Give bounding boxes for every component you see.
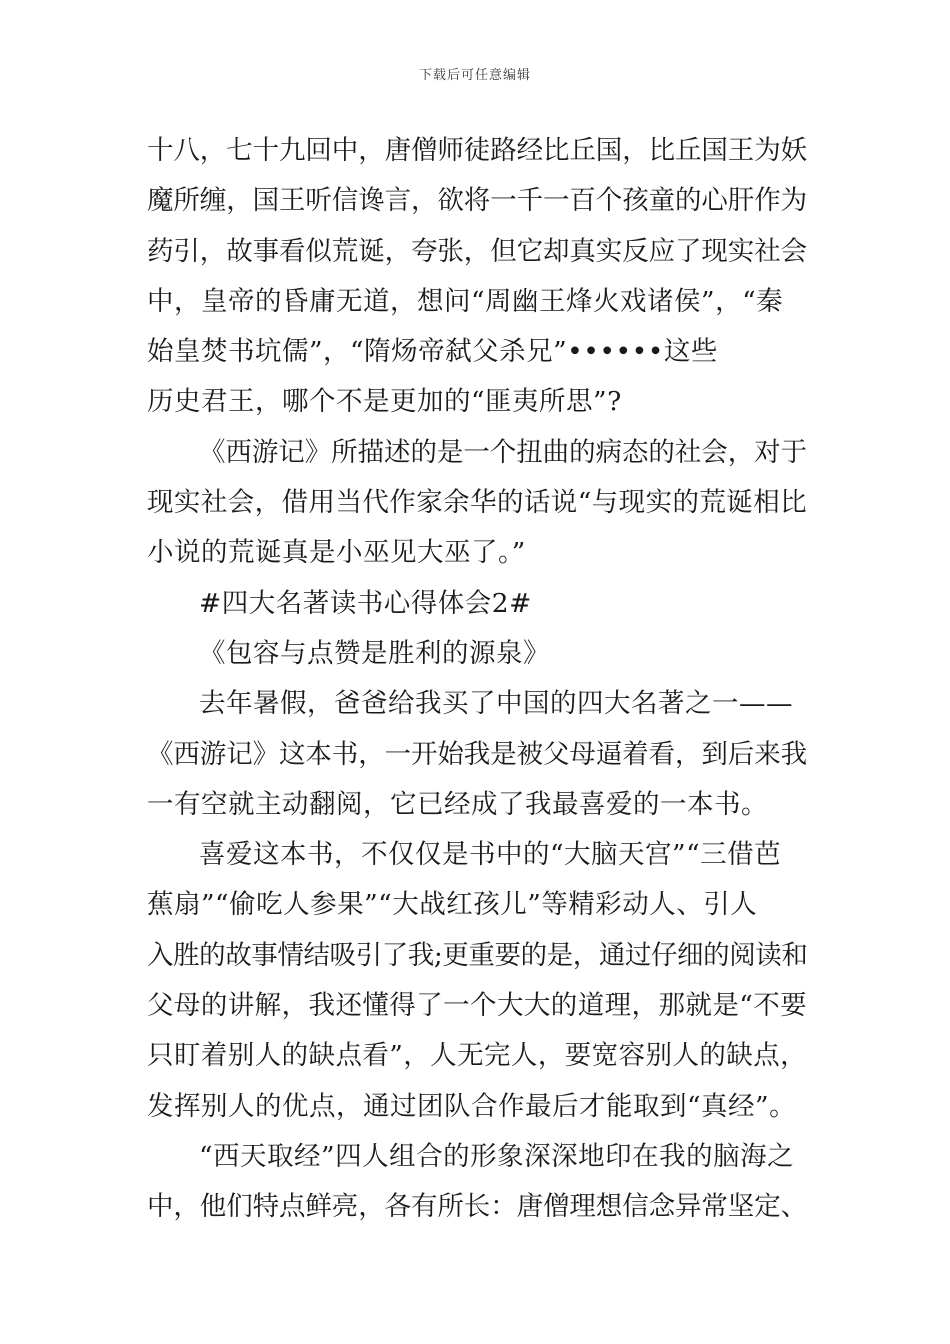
text-line: 中，皇帝的昏庸无道，想问“周幽王烽火戏诸侯”，“秦 <box>147 285 784 317</box>
text-line: 《西游记》所描述的是一个扭曲的病态的社会，对于 <box>199 436 807 468</box>
text-line: “西天取经”四人组合的形象深深地印在我的脑海之 <box>199 1140 795 1172</box>
text-line: 去年暑假，爸爸给我买了中国的四大名著之一—— <box>199 688 793 720</box>
text-line: 中，他们特点鲜亮，各有所长：唐僧理想信念异常坚定、 <box>147 1191 807 1223</box>
text-line: #四大名著读书心得体会2# <box>199 587 532 619</box>
text-line: 小说的荒诞真是小巫见大巫了。” <box>147 537 526 569</box>
text-line: 十八，七十九回中，唐僧师徒路经比丘国，比丘国王为妖 <box>147 135 807 166</box>
text-line: 发挥别人的优点，通过团队合作最后才能取到“真经”。 <box>147 1090 797 1122</box>
text-line: 始皇焚书坑儒”，“隋炀帝弑父杀兄”••••••这些 <box>147 336 718 368</box>
text-line: 父母的讲解，我还懂得了一个大大的道理，那就是“不要 <box>147 990 808 1022</box>
text-line: 只盯着别人的缺点看”，人无完人，要宽容别人的缺点， <box>147 1040 808 1072</box>
text-line: 一有空就主动翻阅，它已经成了我最喜爱的一本书。 <box>147 788 768 820</box>
text-line: 历史君王，哪个不是更加的“匪夷所思”? <box>147 386 622 418</box>
text-line: 入胜的故事情结吸引了我;更重要的是，通过仔细的阅读和 <box>147 939 808 971</box>
text-line: 蕉扇”“偷吃人参果”“大战红孩儿”等精彩动人、引人 <box>147 889 758 921</box>
text-line: 《西游记》这本书，一开始我是被父母逼着看，到后来我 <box>147 738 807 770</box>
text-line: 魔所缠，国王听信谗言，欲将一千一百个孩童的心肝作为 <box>147 185 807 217</box>
text-line: 《包容与点赞是胜利的源泉》 <box>199 637 550 669</box>
text-line: 喜爱这本书，不仅仅是书中的“大脑天宫”“三借芭 <box>199 839 782 871</box>
text-line: 现实社会，借用当代作家余华的话说“与现实的荒诞相比 <box>147 487 808 519</box>
text-line: 药引，故事看似荒诞，夸张，但它却真实反应了现实社会 <box>147 235 807 267</box>
page-header: 下载后可任意编辑 <box>418 68 531 83</box>
document-body <box>147 126 807 1233</box>
